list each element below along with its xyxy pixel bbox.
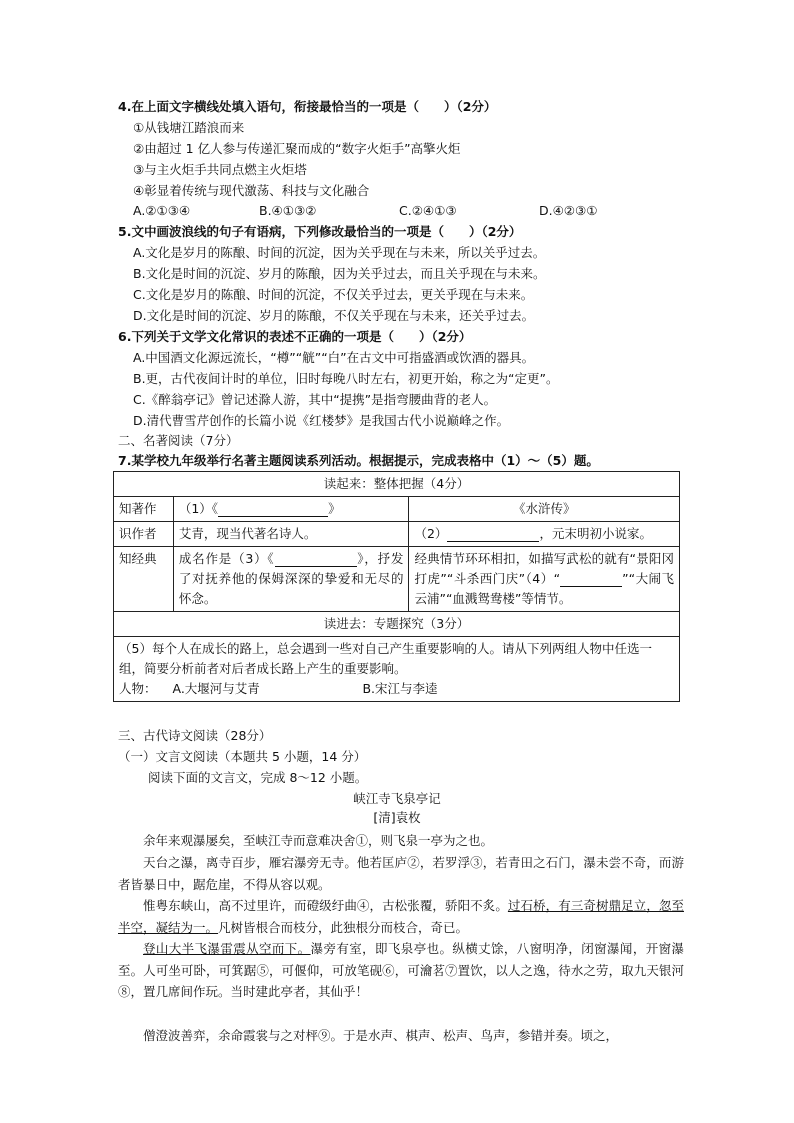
people-option-a: A.大堰河与艾青 (172, 681, 260, 696)
q6-option-b: B.更，古代夜间计时的单位，旧时每晚八时左右，初更开始，称之为“定更”。 (133, 371, 559, 386)
subsection-heading: （一）文言文阅读（本题共 5 小题，14 分） (118, 749, 367, 764)
cell-classic-left: 成名作是（3）《 》，抒发了对抚养他的保姆深深的挚爱和无尽的怀念。 (173, 547, 409, 612)
q4-option-c: C.②④①③ (399, 203, 457, 218)
q7-table (113, 471, 680, 702)
q5-option-a: A.文化是岁月的陈酿、时间的沉淀，因为关乎现在与未来，所以关乎过去。 (133, 245, 546, 260)
q7-stem: 7.某学校九年级举行名著主题阅读系列活动。根据提示，完成表格中（1）～（5）题。 (118, 453, 599, 468)
cell-work-right: 《水浒传》 (409, 497, 680, 522)
passage-para-4: 登山大半飞瀑雷震从空而下。瀑旁有室，即飞泉亭也。纵横丈馀，八窗明净，闭窗瀑闻，开窗瀑至。人可坐可卧，可箕踞⑤，可偃仰，可放笔砚⑥，可瀹茗⑦置饮，以人之逸，待水之劳，取九天银河⑧，置几席间作玩。当时建此亭者，其仙乎！ (118, 941, 684, 999)
passage-title: 峡江寺飞泉亭记 (353, 791, 441, 806)
q6-option-d: D.清代曹雪芹创作的长篇小说《红楼梦》是我国古代小说巅峰之作。 (133, 413, 510, 428)
q5-option-b: B.文化是时间的沉淀、岁月的陈酿，因为关乎过去，而且关乎现在与未来。 (133, 266, 546, 281)
passage-author: [清]袁枚 (373, 810, 421, 825)
people-option-b: B.宋江与李逵 (362, 681, 438, 696)
q6-option-a: A.中国酒文化源远流长，“樽”“觥”“白”在古文中可指盛酒或饮酒的器具。 (133, 350, 535, 365)
blank-2[interactable] (447, 527, 539, 542)
passage-para-5: 僧澄波善弈，余命霞裳与之对枰⑨。于是水声、棋声、松声、鸟声，参错并奏。顷之， (143, 1028, 619, 1043)
q4-option-b: B.④①③② (259, 203, 317, 218)
row-label-work: 知著作 (114, 497, 174, 522)
q5-option-c: C.文化是岁月的陈酿、时间的沉淀，不仅关乎过去，更关乎现在与未来。 (133, 287, 534, 302)
q5-option-d: D.文化是时间的沉淀、岁月的陈酿，不仅关乎现在与未来，还关乎过去。 (133, 308, 535, 323)
q7-people-row (119, 679, 674, 699)
q5-stem: 5.文中画波浪线的句子有语病，下列修改最恰当的一项是（ ）（2分） (118, 224, 522, 239)
blank-1[interactable] (218, 502, 328, 517)
people-label: 人物： (119, 681, 157, 696)
q7-sub5-text: （5）每个人在成长的路上，总会遇到一些对自己产生重要影响的人。请从下列两组人物中任选一组，简要分析前者对后者成长路上产生的重要影响。 (119, 641, 652, 676)
section-2-heading: 二、名著阅读（7分） (118, 433, 239, 448)
passage-para-3: 惟粤东峡山，高不过里许，而磴级纡曲④，古松张覆，骄阳不炙。过石桥，有三奇树鼎足立，忽至半空，凝结为一。凡树皆根合而枝分，此独根分而枝合，奇已。 (118, 898, 684, 935)
table-header-reading: 读起来：整体把握（4分） (114, 472, 680, 497)
blank-4[interactable] (560, 572, 622, 587)
q4-option-a: A.②①③④ (133, 203, 191, 218)
row-label-author: 识作者 (114, 522, 174, 547)
cell-work-left: （1）《 》 (173, 497, 409, 522)
passage-para-2: 天台之瀑，离寺百步，雁宕瀑旁无寺。他若匡庐②，若罗浮③，若青田之石门，瀑未尝不奇，而游者皆暴日中，踞危崖，不得从容以观。 (118, 855, 684, 892)
cell-classic-right: 经典情节环环相扣，如描写武松的就有“景阳冈打虎”“斗杀西门庆”（4）“ ”“大闹飞云浦”“血溅鸳鸯楼”等情节。 (409, 547, 680, 612)
cell-author-left: 艾青，现当代著名诗人。 (173, 522, 409, 547)
cell-q5-prompt (114, 637, 680, 702)
section-3-heading: 三、古代诗文阅读（28分） (118, 728, 272, 743)
reading-instruction: 阅读下面的文言文，完成 8～12 小题。 (148, 770, 368, 785)
q6-option-c: C.《醉翁亭记》曾记述滁人游，其中“提携”是指弯腰曲背的老人。 (133, 392, 497, 407)
underlined-sentence-1: 过石桥，有三奇树鼎足立，忽至半空，凝结为一。 (118, 898, 684, 935)
q4-item-4: ④彰显着传统与现代激荡、科技与文化融合 (133, 183, 370, 198)
underlined-sentence-2: 登山大半飞瀑雷震从空而下。 (143, 941, 311, 956)
q4-item-2: ②由超过 1 亿人参与传递汇聚而成的“数字火炬手”高擎火炬 (133, 141, 461, 156)
passage-para-1: 余年来观瀑屡矣，至峡江寺而意难决舍①，则飞泉一亭为之也。 (143, 833, 494, 848)
q4-stem: 4.在上面文字横线处填入语句，衔接最恰当的一项是（ ）（2分） (118, 99, 497, 114)
cell-author-right: （2） ，元末明初小说家。 (409, 522, 680, 547)
q6-stem: 6.下列关于文学文化常识的表述不正确的一项是（ ）（2分） (118, 329, 472, 344)
blank-3[interactable] (275, 552, 357, 567)
q4-option-d: D.④②③① (539, 203, 598, 218)
row-label-classic: 知经典 (114, 547, 174, 612)
q4-item-3: ③与主火炬手共同点燃主火炬塔 (133, 162, 307, 177)
table-header-explore: 读进去：专题探究（3分） (114, 612, 680, 637)
q4-item-1: ①从钱塘江踏浪而来 (133, 120, 245, 135)
